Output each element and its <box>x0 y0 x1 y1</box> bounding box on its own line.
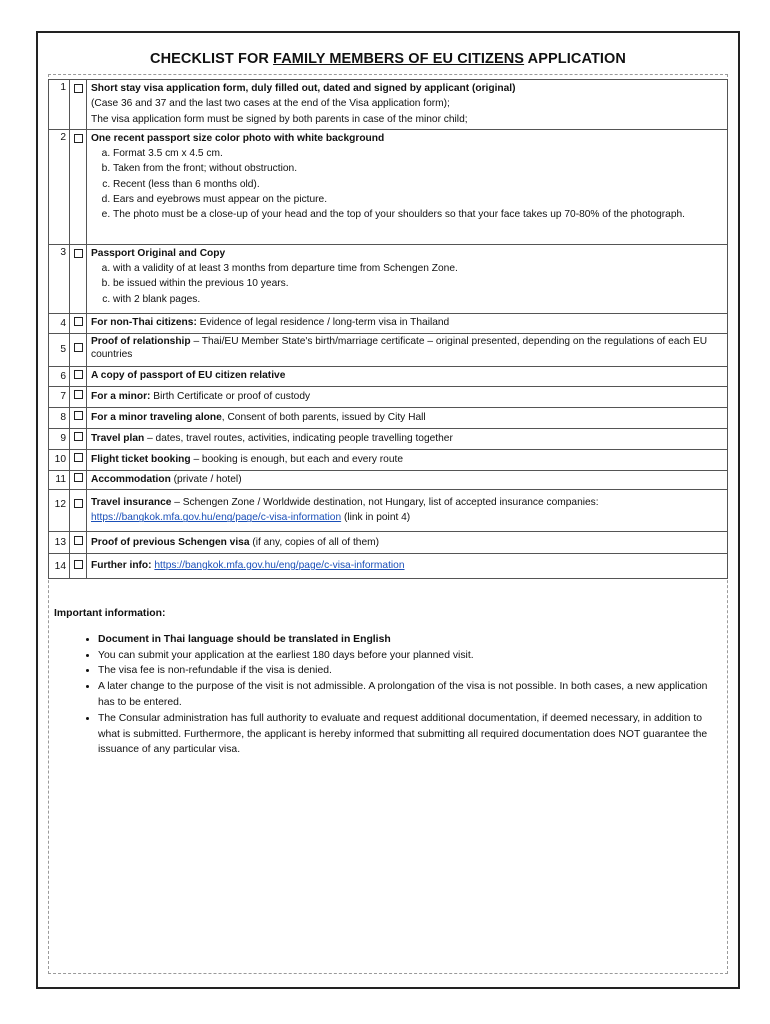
item-number: 13 <box>49 532 70 554</box>
bullet-item: • A later change to the purpose of the visit is not admissible. A prolongation of the visa is not possible. In both cases, a new application has to be entered. <box>98 679 724 711</box>
further-info-link[interactable]: https://bangkok.mfa.gov.hu/eng/page/c-visa-information <box>154 560 405 572</box>
checkbox[interactable] <box>74 499 83 508</box>
checkbox[interactable] <box>74 134 83 143</box>
checkbox[interactable] <box>74 343 83 352</box>
checklist-row <box>49 470 728 489</box>
bullet-item: • You can submit your application at the earliest 180 days before your planned visit. <box>98 648 724 664</box>
item-title: Passport Original and Copy <box>91 247 226 259</box>
checkbox[interactable] <box>74 453 83 462</box>
list-item: b. be issued within the previous 10 years. <box>113 276 723 291</box>
item-title: Further info: <box>91 560 155 572</box>
bullet-item: • The visa fee is non-refundable if the visa is denied. <box>98 663 724 679</box>
item-number: 2 <box>49 129 70 244</box>
item-text: – Thai/EU Member State's birth/marriage certificate – original presented, depending on the regulations of each EU countries <box>91 335 708 360</box>
checkbox[interactable] <box>74 411 83 420</box>
checklist-row <box>49 449 728 470</box>
item-text: Evidence of legal residence / long-term visa in Thailand <box>196 317 450 329</box>
checkbox[interactable] <box>74 390 83 399</box>
item-title: Travel insurance <box>91 497 172 509</box>
item-title: For non-Thai citizens: <box>91 317 197 329</box>
item-number: 3 <box>49 244 70 313</box>
checkbox[interactable] <box>74 560 83 569</box>
item-number: 6 <box>49 366 70 386</box>
visa-info-link[interactable]: https://bangkok.mfa.gov.hu/eng/page/c-visa-information <box>91 512 342 524</box>
item-title: For a minor: <box>91 390 151 402</box>
list-item: d. Ears and eyebrows must appear on the picture. <box>113 192 723 207</box>
item-title: Short stay visa application form, duly filled out, dated and signed by applicant (original) <box>91 83 516 94</box>
item-title: A copy of passport of EU citizen relative <box>91 370 286 382</box>
checklist-row <box>49 333 728 366</box>
important-information <box>54 606 724 758</box>
item-number: 5 <box>49 333 70 366</box>
item-title: Proof of relationship <box>91 335 191 347</box>
list-item: e. The photo must be a close-up of your head and the top of your shoulders so that your face takes up 70-80% of the photograph. <box>113 207 723 222</box>
checklist-row <box>49 80 728 130</box>
list-item: c. Recent (less than 6 months old). <box>113 177 723 192</box>
checklist-row <box>49 532 728 554</box>
item-text: , Consent of both parents, issued by City Hall <box>221 411 426 423</box>
item-text: – booking is enough, but each and every route <box>190 453 403 465</box>
checkbox[interactable] <box>74 249 83 258</box>
bullet-item: • The Consular administration has full authority to evaluate and request additional documentation, if deemed necessary, in addition to what is submitted. Furthermore, the applicant is hereby informed that submitting all required documentation does NOT guarantee the issuance of any particular visa. <box>98 711 724 758</box>
item-number: 14 <box>49 554 70 579</box>
checklist-row <box>49 386 728 407</box>
item-text: (if any, copies of all of them) <box>249 536 379 548</box>
item-text: (link in point 4) <box>341 512 411 524</box>
item-number: 1 <box>49 80 70 130</box>
item-text: The visa application form must be signed by both parents in case of the minor child; <box>91 113 468 125</box>
item-number: 10 <box>49 449 70 470</box>
checklist-table <box>48 79 728 579</box>
item-text: (Case 36 and 37 and the last two cases at the end of the Visa application form); <box>91 98 450 110</box>
checkbox[interactable] <box>74 370 83 379</box>
item-title: Flight ticket booking <box>91 453 191 465</box>
checkbox[interactable] <box>74 84 83 93</box>
list-item: c. with 2 blank pages. <box>113 292 723 307</box>
list-item: a. Format 3.5 cm x 4.5 cm. <box>113 146 723 161</box>
item-title: One recent passport size color photo with white background <box>91 132 385 144</box>
checklist-row <box>49 490 728 532</box>
item-title: Proof of previous Schengen visa <box>91 536 250 548</box>
checklist-row <box>49 407 728 428</box>
checkbox[interactable] <box>74 473 83 482</box>
item-text: (private / hotel) <box>170 473 242 485</box>
bullet-item: • Document in Thai language should be translated in English <box>98 632 724 648</box>
item-number: 8 <box>49 407 70 428</box>
item-text: – Schengen Zone / Worldwide destination, not Hungary, list of accepted insurance companies: <box>171 497 599 509</box>
page-title: CHECKLIST FOR FAMILY MEMBERS OF EU CITIZENS APPLICATION <box>150 51 626 67</box>
checkbox[interactable] <box>74 317 83 326</box>
item-text: – dates, travel routes, activities, indicating people travelling together <box>144 432 453 444</box>
checklist-row <box>49 366 728 386</box>
checklist-row <box>49 554 728 579</box>
list-item: a. with a validity of at least 3 months from departure time from Schengen Zone. <box>113 261 723 276</box>
checkbox[interactable] <box>74 432 83 441</box>
item-number: 12 <box>49 490 70 532</box>
item-number: 4 <box>49 313 70 333</box>
important-heading: Important information: <box>54 608 166 619</box>
item-number: 9 <box>49 428 70 449</box>
checklist-row <box>49 313 728 333</box>
item-number: 7 <box>49 386 70 407</box>
item-number: 11 <box>49 470 70 489</box>
checkbox[interactable] <box>74 536 83 545</box>
item-title: For a minor traveling alone <box>91 411 222 423</box>
list-item: b. Taken from the front; without obstruction. <box>113 161 723 176</box>
item-title: Travel plan <box>91 432 145 444</box>
item-text: Birth Certificate or proof of custody <box>150 390 311 402</box>
item-title: Accommodation <box>91 473 171 485</box>
checklist-row <box>49 129 728 244</box>
checklist-row <box>49 428 728 449</box>
checklist-row <box>49 244 728 313</box>
